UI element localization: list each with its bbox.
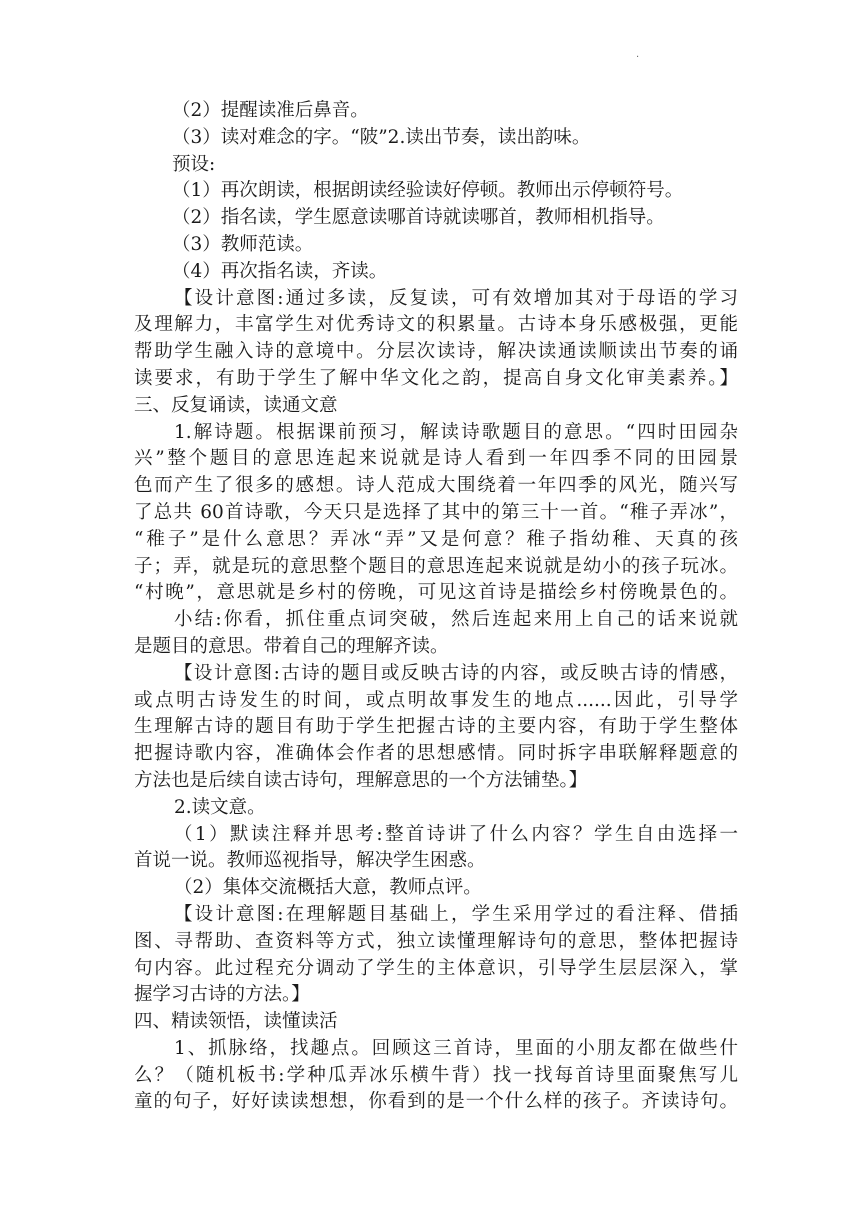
text-line: “村晚”，意思就是乡村的傍晚，可见这首诗是描绘乡村傍晚景色的。 (134, 582, 738, 604)
text-line: 或点明古诗发生的时间，或点明故事发生的地点......因此，引导学 (134, 689, 738, 711)
text-line: 兴”整个题目的意思连起来说就是诗人看到一年四季不同的田园景 (134, 448, 738, 470)
text-line: （2）提醒读准后鼻音。 (172, 100, 369, 121)
text-line: 么？（随机板书:学种瓜弄冰乐横牛背）找一找每首诗里面聚焦写儿 (134, 1064, 738, 1086)
text-line: 童的句子，好好读读想想，你看到的是一个什么样的孩子。齐读诗句。 (134, 1091, 738, 1113)
document-body (134, 98, 738, 1116)
text-line: 是题目的意思。带着自己的理解齐读。 (134, 635, 449, 657)
text-line: 句内容。此过程充分调动了学生的主体意识，引导学生层层深入，掌 (134, 957, 738, 979)
text-line: （3）教师范读。 (172, 233, 314, 255)
text-line: 首说一说。教师巡视指导，解决学生困惑。 (134, 850, 486, 872)
text-line: 【设计意图:在理解题目基础上，学生采用学过的看注释、借插 (174, 903, 738, 925)
text-line: 帮助学生融入诗的意境中。分层次读诗，解决读通读顺读出节奏的诵 (134, 341, 738, 363)
text-line: （2）集体交流概括大意，教师点评。 (174, 877, 482, 899)
text-line: 图、寻帮助、查资料等方式，独立读懂理解诗句的意思，整体把握诗 (134, 930, 738, 952)
section-heading: 四、精读领悟，读懂读活 (134, 1011, 338, 1033)
text-line: 【设计意图:古诗的题目或反映古诗的内容，或反映古诗的情感， (174, 662, 738, 684)
text-line: 把握诗歌内容，准确体会作者的思想感情。同时拆字串联解释题意的 (134, 743, 738, 765)
text-line: 预设: (172, 153, 216, 175)
text-line: 【设计意图:通过多读，反复读，可有效增加其对于母语的学习 (174, 287, 738, 309)
text-line: （3）读对难念的字。“陂”2.读出节奏，读出韵味。 (172, 126, 591, 148)
section-heading: 三、反复诵读，读通文意 (134, 394, 338, 416)
text-line: 2.读文意。 (174, 796, 266, 818)
text-line: 小结:你看，抓住重点词突破，然后连起来用上自己的话来说就 (174, 609, 738, 631)
text-line: 了总共 60首诗歌，今天只是选择了其中的第三十一首。“稚子弄冰”， (134, 501, 738, 523)
text-line: （2）指名读，学生愿意读哪首诗就读哪首，教师相机指导。 (172, 207, 665, 229)
text-line: 1、抓脉络，找趣点。回顾这三首诗，里面的小朋友都在做些什 (174, 1037, 738, 1059)
text-line: 握学习古诗的方法。】 (134, 984, 310, 1006)
text-line: “稚子”是什么意思？弄冰“弄”又是何意？稚子指幼稚、天真的孩 (134, 528, 738, 550)
text-line: 1.解诗题。根据课前预习，解读诗歌题目的意思。“四时田园杂 (174, 421, 738, 443)
text-line: 及理解力，丰富学生对优秀诗文的积累量。古诗本身乐感极强，更能 (134, 314, 738, 336)
page-marker: · (636, 52, 640, 63)
text-line: （1）默读注释并思考:整首诗讲了什么内容？学生自由选择一 (174, 823, 738, 845)
text-line: 方法也是后续自读古诗句，理解意思的一个方法铺垫。】 (134, 769, 588, 791)
text-line: 色而产生了很多的感想。诗人范成大围绕着一年四季的风光，随兴写 (134, 475, 738, 497)
text-line: 子；弄，就是玩的意思整个题目的意思连起来说就是幼小的孩子玩冰。 (134, 555, 738, 577)
text-line: 生理解古诗的题目有助于学生把握古诗的主要内容，有助于学生整体 (134, 716, 738, 738)
text-line: 读要求，有助于学生了解中华文化之韵，提高自身文化审美素养。】 (134, 367, 738, 389)
text-line: （1）再次朗读，根据朗读经验读好停顿。教师出示停顿符号。 (172, 180, 684, 202)
text-line: （4）再次指名读，齐读。 (172, 260, 388, 282)
